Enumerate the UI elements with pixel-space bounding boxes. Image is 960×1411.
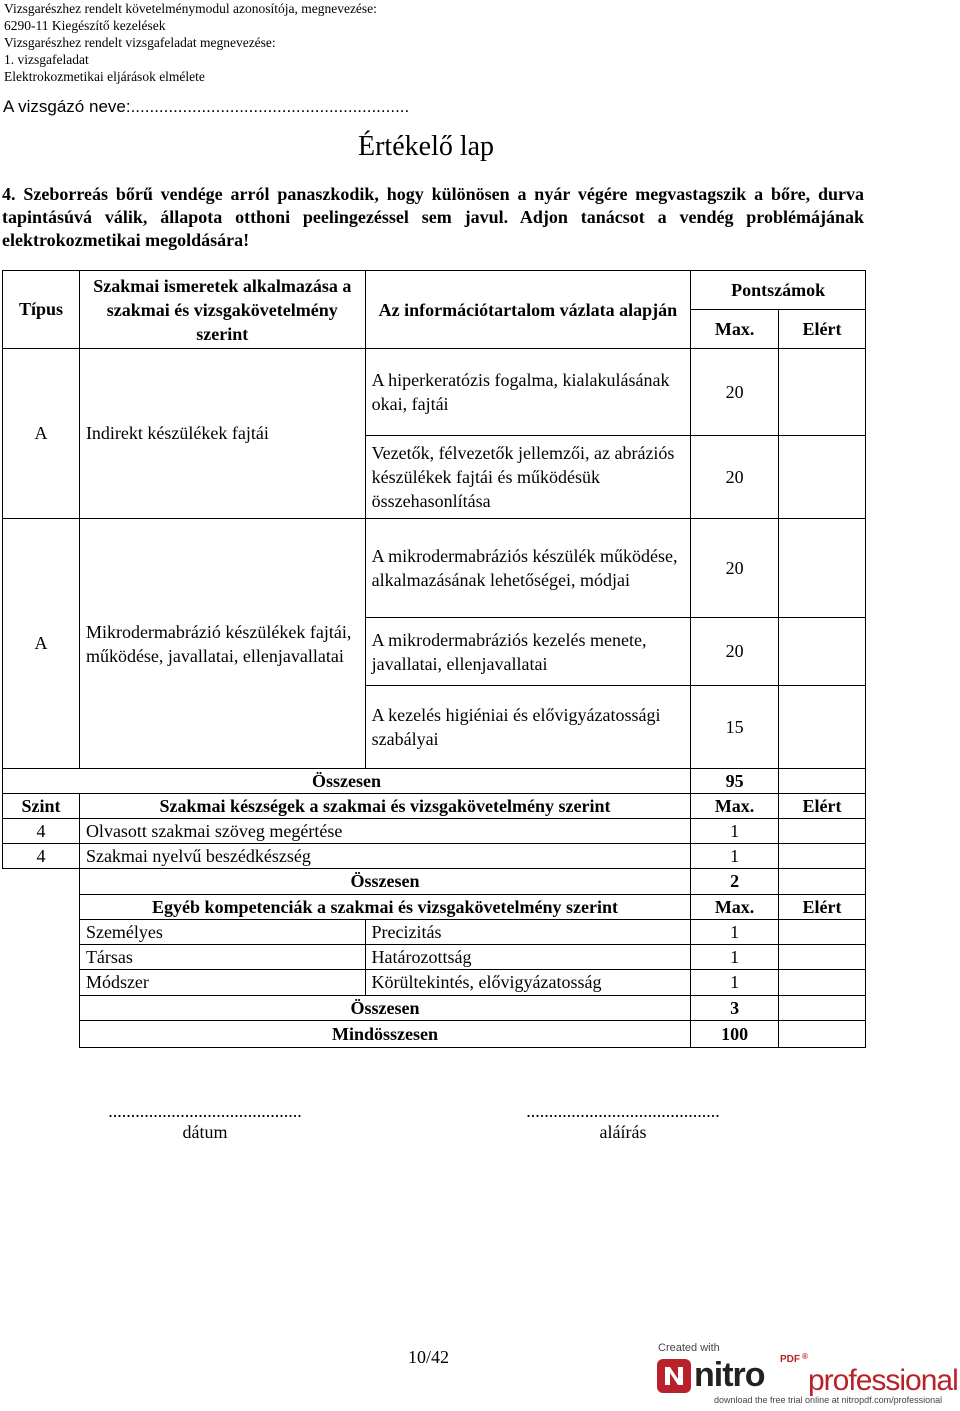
skills-max-header: Max.: [691, 794, 779, 819]
item-achieved[interactable]: [779, 686, 866, 769]
competences-achieved-header: Elért: [779, 895, 866, 920]
signature-label: aláírás: [599, 1122, 647, 1142]
competence-text: Határozottság: [365, 945, 691, 970]
date-signature-block: [70, 1101, 340, 1143]
item-text: A mikrodermabráziós kezelés menete, javallatai, ellenjavallatai: [365, 618, 691, 686]
date-label: dátum: [182, 1122, 228, 1142]
group-knowledge: Mikrodermabrázió készülékek fajtái, működése, javallatai, ellenjavallatai: [79, 519, 365, 769]
page-number: 10/42: [408, 1347, 450, 1367]
header-line: Vizsgarészhez rendelt vizsgafeladat megnevezése:: [4, 35, 276, 50]
blank-cell: [3, 920, 80, 945]
grand-total-value: 100: [691, 1021, 779, 1048]
blank-cell: [3, 895, 80, 920]
item-achieved[interactable]: [779, 436, 866, 519]
item-text: Vezetők, félvezetők jellemzői, az abráziós készülékek fajtái és működésük összehasonlítása: [365, 436, 691, 519]
competences-max-header: Max.: [691, 895, 779, 920]
page-title: Értékelő lap: [358, 131, 495, 162]
grand-total-label: Mindösszesen: [79, 1021, 690, 1048]
item-achieved[interactable]: [779, 349, 866, 436]
skill-max: 1: [691, 844, 779, 869]
item-text: A kezelés higiéniai és elővigyázatossági szabályai: [365, 686, 691, 769]
item-text: A hiperkeratózis fogalma, kialakulásának okai, fajtái: [365, 349, 691, 436]
competences-total-achieved[interactable]: [779, 996, 866, 1021]
competence-category: Társas: [79, 945, 365, 970]
logo-pdf-mark: PDF: [780, 1354, 800, 1365]
item-max: 20: [691, 436, 779, 519]
item-max: 20: [691, 519, 779, 618]
logo-download-text: download the free trial online at nitropdf.com/professional: [714, 1395, 943, 1405]
document-header: [4, 0, 377, 85]
group-type: A: [3, 349, 80, 519]
competences-total-value: 3: [691, 996, 779, 1021]
header-line: Elektrokozmetikai eljárások elmélete: [4, 69, 205, 84]
header-outline: Az információtartalom vázlata alapján: [365, 271, 691, 349]
skill-text: Szakmai nyelvű beszédkészség: [79, 844, 690, 869]
competence-achieved[interactable]: [779, 970, 866, 996]
item-max: 20: [691, 349, 779, 436]
competences-title: Egyéb kompetenciák a szakmai és vizsgakövetelmény szerint: [79, 895, 690, 920]
group-knowledge: Indirekt készülékek fajtái: [79, 349, 365, 519]
skills-total-value: 2: [691, 869, 779, 895]
total-value: 95: [691, 769, 779, 794]
group-type: A: [3, 519, 80, 769]
header-line: 6290-11 Kiegészítő kezelések: [4, 18, 166, 33]
skills-total-achieved[interactable]: [779, 869, 866, 895]
item-text: A mikrodermabráziós készülék működése, alkalmazásának lehetőségei, módjai: [365, 519, 691, 618]
item-achieved[interactable]: [779, 618, 866, 686]
logo-created-with: Created with: [658, 1342, 720, 1354]
competence-achieved[interactable]: [779, 920, 866, 945]
total-label: Összesen: [3, 769, 691, 794]
skill-level: 4: [3, 844, 80, 869]
skills-title: Szakmai készségek a szakmai és vizsgakövetelmény szerint: [79, 794, 690, 819]
header-line: Vizsgarészhez rendelt követelménymodul azonosítója, megnevezése:: [4, 1, 377, 16]
header-type: Típus: [3, 271, 80, 349]
logo-trademark: ®: [802, 1352, 808, 1361]
nitro-pdf-logo: [656, 1342, 956, 1406]
competence-max: 1: [691, 945, 779, 970]
competence-max: 1: [691, 970, 779, 996]
evaluation-table: [2, 270, 866, 769]
skills-achieved-header: Elért: [779, 794, 866, 819]
competence-max: 1: [691, 920, 779, 945]
header-achieved: Elért: [779, 310, 866, 349]
header-max: Max.: [691, 310, 779, 349]
competence-text: Precizitás: [365, 920, 691, 945]
logo-edition: professional: [808, 1364, 958, 1397]
competence-achieved[interactable]: [779, 945, 866, 970]
skill-text: Olvasott szakmai szöveg megértése: [79, 819, 690, 844]
total-achieved[interactable]: [779, 769, 866, 794]
candidate-name-field: A vizsgázó neve:...........................................................: [3, 97, 410, 116]
skills-table: [2, 768, 866, 1048]
blank-cell: [3, 996, 80, 1021]
skill-level: 4: [3, 819, 80, 844]
blank-cell: [3, 869, 80, 895]
skills-level-header: Szint: [3, 794, 80, 819]
date-line: ...........................................: [108, 1101, 302, 1121]
blank-cell: [3, 1021, 80, 1048]
item-max: 20: [691, 618, 779, 686]
blank-cell: [3, 970, 80, 996]
header-points: Pontszámok: [691, 271, 866, 310]
grand-total-achieved[interactable]: [779, 1021, 866, 1048]
logo-brand: nitro: [694, 1356, 765, 1394]
exam-question: 4. Szeborreás bőrű vendége arról panaszkodik, hogy különösen a nyár végére megvastagszik a bőre, durva tapintásúvá válik, állapota otthoni peelingezéssel sem javul. Adjon tanácsot a vendég problémájának elektrokozmetikai megoldására!: [2, 184, 864, 250]
signature-line: ...........................................: [526, 1101, 720, 1121]
signature-block: [488, 1101, 758, 1143]
skills-total-label: Összesen: [79, 869, 690, 895]
blank-cell: [3, 945, 80, 970]
competences-total-label: Összesen: [79, 996, 690, 1021]
skill-achieved[interactable]: [779, 844, 866, 869]
header-knowledge: Szakmai ismeretek alkalmazása a szakmai és vizsgakövetelmény szerint: [79, 271, 365, 349]
skill-achieved[interactable]: [779, 819, 866, 844]
competence-category: Módszer: [79, 970, 365, 996]
header-line: 1. vizsgafeladat: [4, 52, 89, 67]
competence-category: Személyes: [79, 920, 365, 945]
item-max: 15: [691, 686, 779, 769]
nitro-badge-icon: [656, 1358, 692, 1394]
item-achieved[interactable]: [779, 519, 866, 618]
competence-text: Körültekintés, elővigyázatosság: [365, 970, 691, 996]
skill-max: 1: [691, 819, 779, 844]
